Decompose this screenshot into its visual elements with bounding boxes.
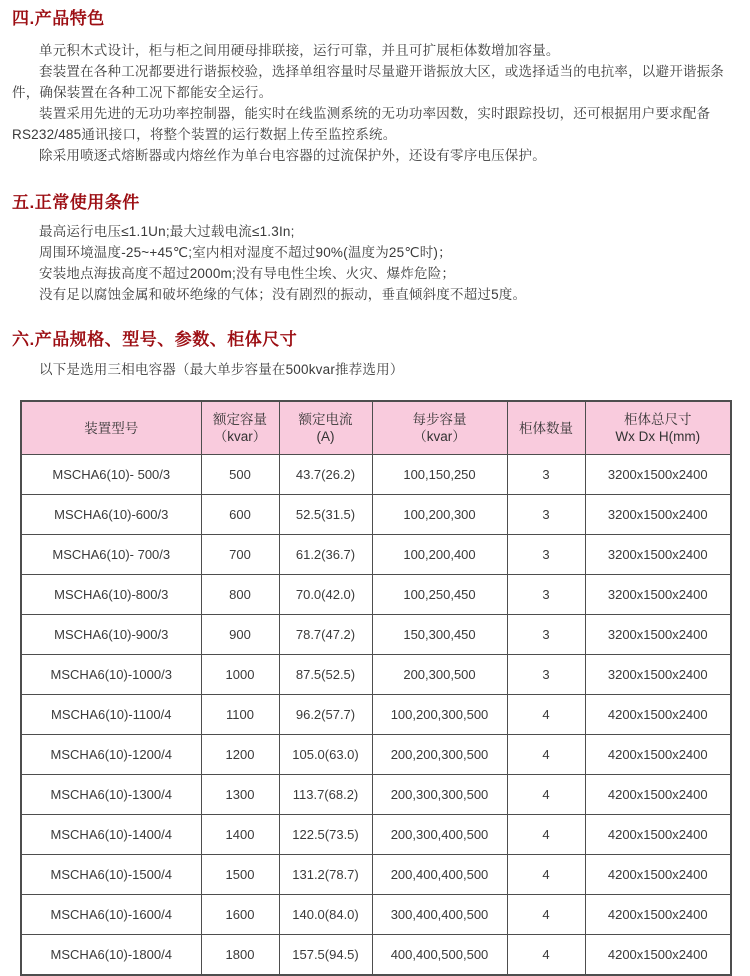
table-row bbox=[21, 695, 731, 735]
table-cell: 4 bbox=[507, 735, 585, 775]
table-cell: 1800 bbox=[201, 935, 279, 976]
table-row bbox=[21, 495, 731, 535]
table-cell: 3200x1500x2400 bbox=[585, 535, 731, 575]
table-cell: MSCHA6(10)-1300/4 bbox=[21, 775, 201, 815]
table-cell: 200,300,300,500 bbox=[372, 775, 507, 815]
table-row bbox=[21, 575, 731, 615]
column-header: 额定电流 (A) bbox=[279, 401, 372, 455]
table-cell: 96.2(57.7) bbox=[279, 695, 372, 735]
table-cell: 3200x1500x2400 bbox=[585, 615, 731, 655]
table-cell: 100,200,300,500 bbox=[372, 695, 507, 735]
table-cell: MSCHA6(10)- 500/3 bbox=[21, 455, 201, 495]
section-product-features bbox=[12, 9, 740, 166]
table-row bbox=[21, 455, 731, 495]
table-cell: MSCHA6(10)-1500/4 bbox=[21, 855, 201, 895]
column-header: 每步容量 （kvar） bbox=[372, 401, 507, 455]
table-cell: MSCHA6(10)-1000/3 bbox=[21, 655, 201, 695]
column-header: 柜体总尺寸 Wx Dx H(mm) bbox=[585, 401, 731, 455]
table-row bbox=[21, 655, 731, 695]
table-row bbox=[21, 935, 731, 976]
table-cell: 78.7(47.2) bbox=[279, 615, 372, 655]
condition-line: 没有足以腐蚀金属和破坏绝缘的气体；没有剧烈的振动，垂直倾斜度不超过5度。 bbox=[39, 287, 527, 302]
spec-table bbox=[20, 400, 732, 976]
table-cell: 1000 bbox=[201, 655, 279, 695]
table-cell: 1300 bbox=[201, 775, 279, 815]
table-cell: 61.2(36.7) bbox=[279, 535, 372, 575]
section-title-product-specs: 六.产品规格、型号、参数、柜体尺寸 bbox=[12, 330, 298, 349]
table-row bbox=[21, 735, 731, 775]
table-cell: MSCHA6(10)-900/3 bbox=[21, 615, 201, 655]
table-cell: 113.7(68.2) bbox=[279, 775, 372, 815]
column-header: 装置型号 bbox=[21, 401, 201, 455]
paragraph: 套装置在各种工况都要进行谐振校验，选择单组容量时尽量避开谐振放大区，或选择适当的电抗率，以避开谐振条件，确保装置在各种工况下都能安全运行。 bbox=[12, 64, 724, 100]
table-row bbox=[21, 775, 731, 815]
table-cell: 900 bbox=[201, 615, 279, 655]
table-cell: MSCHA6(10)-600/3 bbox=[21, 495, 201, 535]
table-cell: 4 bbox=[507, 935, 585, 976]
table-cell: 4 bbox=[507, 815, 585, 855]
spec-table-header-row bbox=[21, 401, 731, 455]
table-cell: 200,400,400,500 bbox=[372, 855, 507, 895]
table-cell: 3200x1500x2400 bbox=[585, 495, 731, 535]
paragraph: 单元积木式设计，柜与柜之间用硬母排联接，运行可靠，并且可扩展柜体数增加容量。 bbox=[39, 43, 560, 58]
table-cell: 1100 bbox=[201, 695, 279, 735]
table-cell: 131.2(78.7) bbox=[279, 855, 372, 895]
column-header: 额定容量 （kvar） bbox=[201, 401, 279, 455]
table-cell: 500 bbox=[201, 455, 279, 495]
table-cell: 1500 bbox=[201, 855, 279, 895]
table-cell: 3 bbox=[507, 535, 585, 575]
paragraph: 装置采用先进的无功功率控制器，能实时在线监测系统的无功功率因数，实时跟踪投切，还可根据用户要求配备RS232/485通讯接口，将整个装置的运行数据上传至监控系统。 bbox=[12, 106, 711, 142]
specs-subtitle-wrap bbox=[12, 359, 740, 380]
table-cell: 3 bbox=[507, 655, 585, 695]
table-cell: 4200x1500x2400 bbox=[585, 895, 731, 935]
table-cell: 4 bbox=[507, 855, 585, 895]
table-cell: 700 bbox=[201, 535, 279, 575]
table-cell: 3 bbox=[507, 575, 585, 615]
table-cell: 400,400,500,500 bbox=[372, 935, 507, 976]
table-cell: 4 bbox=[507, 895, 585, 935]
table-cell: MSCHA6(10)- 700/3 bbox=[21, 535, 201, 575]
table-row bbox=[21, 535, 731, 575]
condition-line: 安装地点海拔高度不超过2000m;没有导电性尘埃、火灾、爆炸危险； bbox=[39, 266, 456, 281]
table-cell: 300,400,400,500 bbox=[372, 895, 507, 935]
table-row bbox=[21, 815, 731, 855]
table-cell: 4 bbox=[507, 695, 585, 735]
table-cell: 100,200,300 bbox=[372, 495, 507, 535]
table-cell: 87.5(52.5) bbox=[279, 655, 372, 695]
table-cell: 3200x1500x2400 bbox=[585, 455, 731, 495]
table-cell: 100,200,400 bbox=[372, 535, 507, 575]
table-cell: MSCHA6(10)-800/3 bbox=[21, 575, 201, 615]
table-cell: 4200x1500x2400 bbox=[585, 815, 731, 855]
table-cell: 105.0(63.0) bbox=[279, 735, 372, 775]
section-title-product-features: 四.产品特色 bbox=[12, 9, 105, 28]
table-cell: 1600 bbox=[201, 895, 279, 935]
column-header: 柜体数量 bbox=[507, 401, 585, 455]
table-cell: 150,300,450 bbox=[372, 615, 507, 655]
table-row bbox=[21, 895, 731, 935]
table-cell: 157.5(94.5) bbox=[279, 935, 372, 976]
paragraph: 除采用喷逐式熔断器或内熔丝作为单台电容器的过流保护外，还设有零序电压保护。 bbox=[39, 148, 546, 163]
table-cell: MSCHA6(10)-1100/4 bbox=[21, 695, 201, 735]
table-cell: 3 bbox=[507, 495, 585, 535]
table-cell: MSCHA6(10)-1600/4 bbox=[21, 895, 201, 935]
table-cell: MSCHA6(10)-1200/4 bbox=[21, 735, 201, 775]
table-cell: MSCHA6(10)-1800/4 bbox=[21, 935, 201, 976]
table-cell: 140.0(84.0) bbox=[279, 895, 372, 935]
table-cell: 1400 bbox=[201, 815, 279, 855]
table-cell: 200,300,400,500 bbox=[372, 815, 507, 855]
table-cell: 600 bbox=[201, 495, 279, 535]
condition-line: 周围环境温度-25~+45℃;室内相对湿度不超过90%(温度为25℃时)； bbox=[39, 245, 452, 260]
section-title-usage-conditions: 五.正常使用条件 bbox=[12, 193, 140, 212]
section-product-specs bbox=[12, 330, 740, 976]
table-cell: 3200x1500x2400 bbox=[585, 655, 731, 695]
table-cell: 3 bbox=[507, 455, 585, 495]
table-cell: 4200x1500x2400 bbox=[585, 935, 731, 976]
table-cell: 70.0(42.0) bbox=[279, 575, 372, 615]
table-cell: 200,300,500 bbox=[372, 655, 507, 695]
table-cell: 200,200,300,500 bbox=[372, 735, 507, 775]
table-cell: 4200x1500x2400 bbox=[585, 695, 731, 735]
table-cell: 4200x1500x2400 bbox=[585, 855, 731, 895]
table-cell: 4 bbox=[507, 775, 585, 815]
table-cell: 1200 bbox=[201, 735, 279, 775]
table-cell: MSCHA6(10)-1400/4 bbox=[21, 815, 201, 855]
table-cell: 100,150,250 bbox=[372, 455, 507, 495]
table-cell: 100,250,450 bbox=[372, 575, 507, 615]
table-row bbox=[21, 615, 731, 655]
usage-conditions-lines bbox=[12, 221, 740, 305]
table-cell: 3 bbox=[507, 615, 585, 655]
table-cell: 800 bbox=[201, 575, 279, 615]
condition-line: 最高运行电压≤1.1Un;最大过载电流≤1.3In; bbox=[39, 224, 295, 239]
product-features-paragraphs bbox=[12, 40, 740, 166]
table-cell: 3200x1500x2400 bbox=[585, 575, 731, 615]
table-cell: 43.7(26.2) bbox=[279, 455, 372, 495]
table-cell: 4200x1500x2400 bbox=[585, 735, 731, 775]
specs-subtitle: 以下是选用三相电容器（最大单步容量在500kvar推荐选用） bbox=[39, 362, 404, 377]
section-usage-conditions bbox=[12, 193, 740, 305]
table-cell: 122.5(73.5) bbox=[279, 815, 372, 855]
table-cell: 52.5(31.5) bbox=[279, 495, 372, 535]
table-cell: 4200x1500x2400 bbox=[585, 775, 731, 815]
table-row bbox=[21, 855, 731, 895]
